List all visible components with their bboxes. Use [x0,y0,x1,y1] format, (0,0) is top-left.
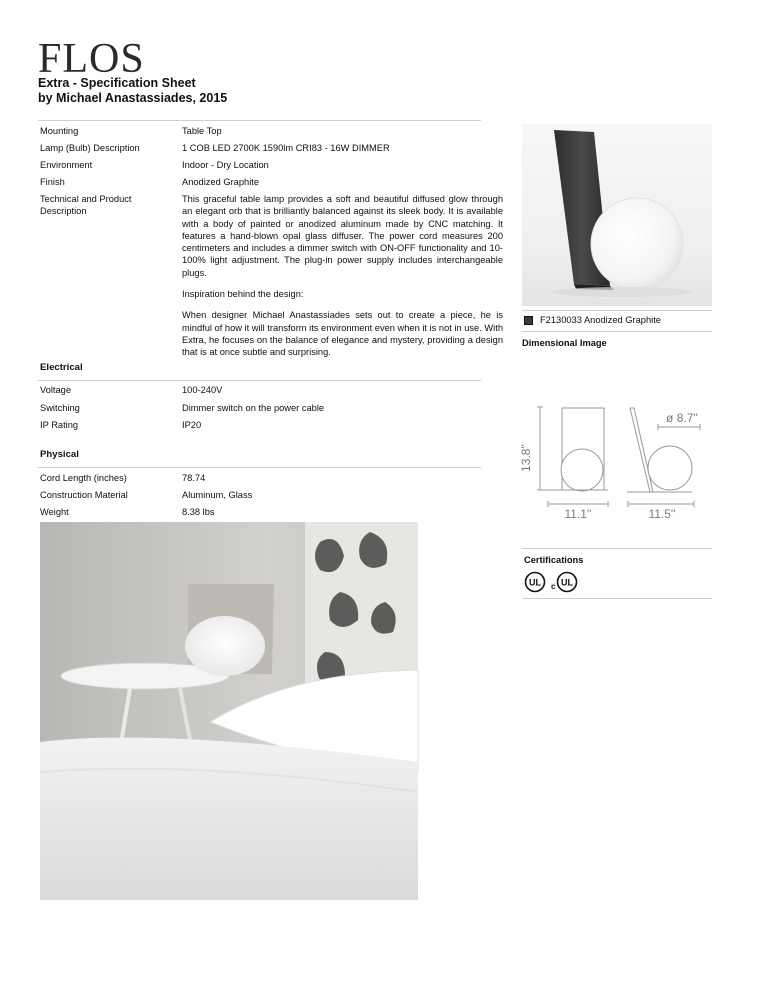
finish-caption-text: F2130033 Anodized Graphite [540,315,661,325]
certification-marks [524,570,584,594]
product-description [182,193,503,368]
spec-label: Cord Length (inches) [40,473,127,483]
divider [522,331,712,332]
cul-mark-text: UL [561,577,573,588]
divider [522,548,712,549]
spec-value: 78.74 [182,473,206,483]
spec-value: 8.38 lbs [182,507,215,517]
spec-value: 1 COB LED 2700K 1590lm CRI83 - 16W DIMMER [182,143,390,153]
divider [522,598,712,599]
room-photo [40,522,418,900]
spec-value: Indoor - Dry Location [182,160,269,170]
lamp-product-image [522,124,712,306]
description-paragraph: When designer Michael Anastassiades sets out to create a piece, he is mindful of how it will transform its environment even when it is not in use. With Extra, he focuses on the balance of elegance and mystery, providing a design that is at once subtle and surprising. [182,310,503,358]
dimension-diagram [519,400,712,525]
cul-listed-icon [558,573,577,592]
spec-value: IP20 [182,420,202,430]
divider [38,120,481,121]
page-title: Extra - Specification Sheet [38,76,196,90]
dimension-width-side-label: 11.5'' [648,507,676,521]
spec-label: Lamp (Bulb) Description [40,143,140,153]
dimensional-heading: Dimensional Image [522,338,607,348]
cul-prefix-text: c [551,582,556,591]
spec-label: Environment [40,160,93,170]
certifications-heading: Certifications [524,555,584,565]
divider [38,467,481,468]
dimension-width-front-label: 11.1'' [564,507,592,521]
finish-swatch [524,316,533,325]
description-paragraph: Inspiration behind the design: [182,289,304,300]
divider [522,310,712,311]
spec-label: Finish [40,177,65,187]
ul-mark-text: UL [529,577,541,588]
section-heading-physical: Physical [40,449,79,460]
dimension-diameter-label: ø 8.7'' [666,411,698,425]
spec-label: Switching [40,403,80,413]
spec-label: Technical and Product Description [40,194,132,217]
spec-value: Anodized Graphite [182,177,260,187]
page-subtitle: by Michael Anastassiades, 2015 [38,91,228,105]
spec-label: Mounting [40,126,79,136]
spec-value: Dimmer switch on the power cable [182,403,325,413]
section-heading-electrical: Electrical [40,362,83,373]
finish-caption [524,315,661,325]
dimension-height-label: 13.8'' [519,444,533,472]
spec-value: Table Top [182,126,222,136]
spec-label: Weight [40,507,69,517]
ul-listed-icon [526,573,545,592]
spec-label: Construction Material [40,490,128,500]
spec-label: Voltage [40,385,72,395]
description-paragraph: This graceful table lamp provides a soft and beautiful diffused glow through an elegant orb that is brilliantly balanced against its sleek body. It is available with a body of painted or anodized aluminum made by CNC matching. It features a hand-blown opal glass diffuser. The power cord measures 200 centimeters and includes a dimmer switch with ON-OFF functionality and 10-100% light adjustment. The plug-in power supply includes interchangeable plugs. [182,194,503,278]
brand-logo: FLOS [38,36,145,82]
spec-value: Aluminum, Glass [182,490,253,500]
product-photo [522,124,712,306]
spec-value: 100-240V [182,385,223,395]
dimensional-drawing [519,400,712,525]
divider [38,380,481,381]
spec-label: IP Rating [40,420,79,430]
bedroom-scene-image [40,522,418,900]
